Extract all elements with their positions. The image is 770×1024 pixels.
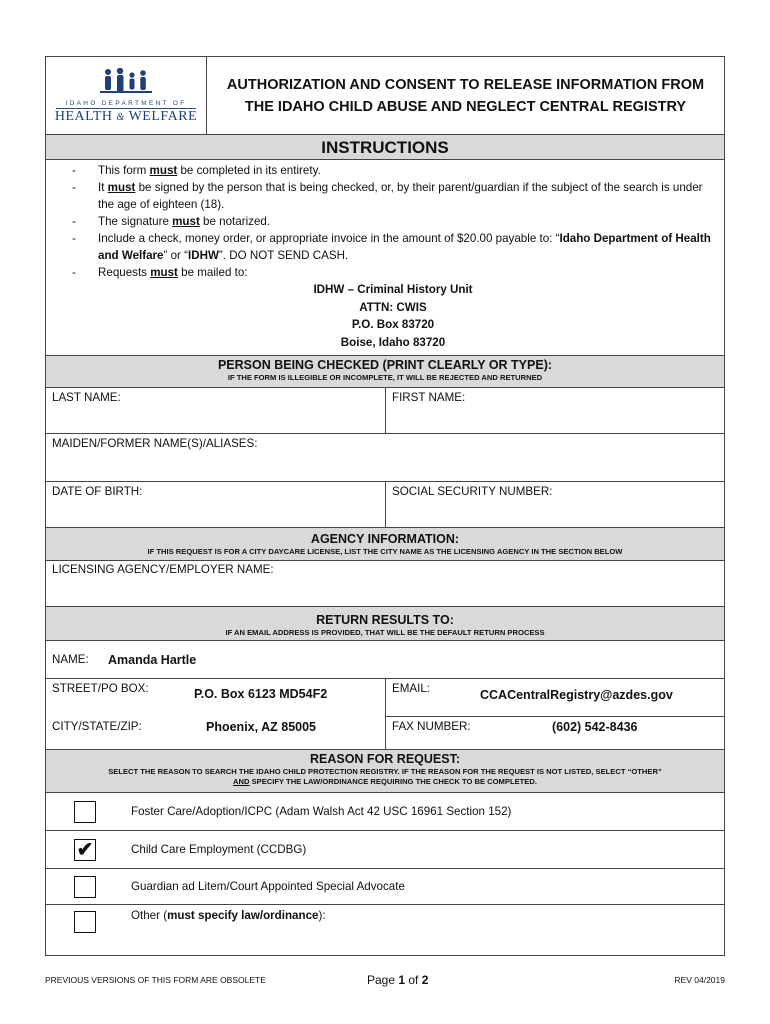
instruction-item [72, 213, 714, 230]
reason-option-guardian[interactable] [46, 869, 724, 905]
email-value: CCACentralRegistry@azdes.gov [480, 688, 673, 702]
authorization-form [45, 56, 725, 956]
reason-subheading-2 [46, 777, 724, 787]
ssn-field[interactable] [386, 482, 724, 527]
instruction-text: The signature [98, 215, 173, 228]
instruction-item [72, 179, 714, 213]
instruction-text: be notarized. [199, 215, 271, 228]
instruction-text: ”. DO NOT SEND CASH. [218, 249, 349, 262]
instruction-item [72, 230, 714, 264]
dob-label: DATE OF BIRTH: [52, 485, 143, 498]
agency-subheading: IF THIS REQUEST IS FOR A CITY DAYCARE LICENSE, LIST THE CITY NAME AS THE LICENSING AGENCY IN THE SECTION BELOW [147, 547, 623, 556]
instruction-payee-short: IDHW [188, 249, 219, 262]
person-heading: PERSON BEING CHECKED (PRINT CLEARLY OR TYPE): [217, 358, 553, 372]
instruction-must: must [150, 266, 178, 279]
other-label [131, 909, 326, 922]
reason-and: AND [233, 777, 250, 786]
idhw-logo [46, 57, 207, 134]
instruction-text: be mailed to: [177, 266, 248, 279]
address-line: IDHW – Criminal History Unit [313, 283, 473, 296]
street-field[interactable] [46, 679, 386, 717]
page-of: of [405, 973, 422, 987]
logo-amp: & [116, 111, 125, 123]
fax-label: FAX NUMBER: [392, 720, 471, 733]
checkbox-child-care[interactable]: ✔ [74, 839, 96, 861]
reason-option-label: Foster Care/Adoption/ICPC (Adam Walsh Act 42 USC 16961 Section 152) [131, 805, 512, 818]
last-name-label: LAST NAME: [52, 391, 121, 404]
logo-health: HEALTH [54, 108, 113, 124]
reason-option-label: Guardian ad Litem/Court Appointed Special Advocate [131, 880, 405, 893]
instruction-text: This form [98, 164, 150, 177]
reason-option-other[interactable] [46, 905, 724, 955]
checkbox-foster-care[interactable] [74, 801, 96, 823]
return-subheading: IF AN EMAIL ADDRESS IS PROVIDED, THAT WILL BE THE DEFAULT RETURN PROCESS [225, 628, 545, 637]
other-pre: Other ( [131, 909, 168, 922]
revision-date: REV 04/2019 [674, 975, 725, 985]
agency-heading: AGENCY INFORMATION: [310, 532, 460, 546]
person-section-heading [46, 356, 724, 388]
name-row [46, 388, 724, 434]
page-total: 2 [421, 973, 429, 987]
return-name-label: NAME: [52, 653, 89, 666]
page-current: 1 [398, 973, 406, 987]
first-name-field[interactable] [386, 388, 724, 433]
city-field[interactable] [46, 717, 386, 749]
reason-option-foster-care[interactable] [46, 793, 724, 831]
obsolete-notice: PREVIOUS VERSIONS OF THIS FORM ARE OBSOLETE [45, 975, 266, 985]
instruction-text: Include a check, money order, or appropriate invoice in the amount of $20.00 payable to: “ [98, 232, 560, 245]
page-number [367, 973, 428, 987]
other-bold: must specify law/ordinance [167, 909, 319, 922]
city-value: Phoenix, AZ 85005 [206, 720, 316, 734]
employer-name-field[interactable] [46, 561, 724, 607]
instruction-must: must [107, 181, 136, 194]
form-header [46, 57, 724, 135]
reason-heading: REASON FOR REQUEST: [309, 752, 460, 766]
address-line: ATTN: CWIS [359, 300, 427, 314]
logo-health-welfare [55, 109, 197, 125]
instruction-text: It [98, 181, 108, 194]
instruction-text: ” or “ [163, 249, 188, 262]
city-label: CITY/STATE/ZIP: [52, 720, 142, 733]
email-label: EMAIL: [392, 682, 431, 695]
instruction-item [72, 264, 714, 281]
instruction-text: Requests [98, 266, 151, 279]
return-name-value: Amanda Hartle [108, 653, 197, 667]
address-line: P.O. Box 83720 [351, 318, 435, 331]
other-post: ): [318, 909, 326, 922]
ssn-label: SOCIAL SECURITY NUMBER: [392, 485, 553, 498]
page-footer [45, 973, 725, 989]
reason-option-label: Child Care Employment (CCDBG) [131, 843, 307, 856]
logo-department-text: IDAHO DEPARTMENT OF [65, 99, 187, 107]
instruction-must: must [172, 215, 200, 228]
reason-subheading: SELECT THE REASON TO SEARCH THE IDAHO CHILD PROTECTION REGISTRY. IF THE REASON FOR THE REQUEST IS NOT LISTED, SELECT “OTHER” [108, 767, 662, 776]
instruction-text: be signed by the person that is being checked, or, by their parent/guardian if the subject of the search is under the age of eighteen (18). [98, 181, 703, 211]
instructions-list [46, 160, 724, 356]
street-label: STREET/PO BOX: [52, 682, 149, 695]
maiden-name-field[interactable] [46, 434, 724, 482]
person-subheading: IF THE FORM IS ILLEGIBLE OR INCOMPLETE, IT WILL BE REJECTED AND RETURNED [227, 373, 543, 382]
title-line-1: AUTHORIZATION AND CONSENT TO RELEASE INFORMATION FROM [226, 76, 705, 93]
street-value: P.O. Box 6123 MD54F2 [194, 687, 328, 701]
date-of-birth-field[interactable] [46, 482, 386, 527]
email-field[interactable] [386, 679, 724, 717]
instruction-payee: Idaho Department of Health and Welfare [98, 232, 711, 262]
fax-field[interactable] [386, 717, 724, 749]
reason-section-heading [46, 749, 724, 793]
last-name-field[interactable] [46, 388, 386, 433]
form-title [207, 57, 724, 134]
dob-ssn-row [46, 482, 724, 528]
page-word: Page [367, 973, 399, 987]
email-fax-column [386, 679, 724, 749]
checkbox-other[interactable] [74, 911, 96, 933]
address-line: Boise, Idaho 83720 [340, 335, 446, 349]
return-heading: RETURN RESULTS TO: [316, 613, 454, 627]
family-figures-icon [96, 67, 156, 97]
instruction-text: be completed in its entirety. [177, 164, 321, 177]
maiden-name-label: MAIDEN/FORMER NAME(S)/ALIASES: [52, 437, 258, 450]
street-city-column [46, 679, 386, 749]
return-name-field[interactable] [46, 641, 724, 679]
fax-value: (602) 542-8436 [552, 720, 638, 734]
instruction-must: must [149, 164, 178, 177]
checkbox-guardian[interactable] [74, 876, 96, 898]
reason-sub-rest: SPECIFY THE LAW/ORDINANCE REQUIRING THE CHECK TO BE COMPLETED. [249, 777, 537, 786]
reason-option-child-care[interactable] [46, 831, 724, 869]
address-email-fax-block [46, 679, 724, 749]
logo-welfare: WELFARE [128, 108, 198, 124]
agency-section-heading [46, 528, 724, 561]
first-name-label: FIRST NAME: [392, 391, 466, 404]
title-line-2: THE IDAHO CHILD ABUSE AND NEGLECT CENTRAL REGISTRY [244, 98, 687, 115]
mailing-address [72, 281, 714, 351]
instructions-heading: INSTRUCTIONS [46, 135, 724, 160]
employer-label: LICENSING AGENCY/EMPLOYER NAME: [52, 563, 274, 576]
instruction-item [72, 162, 714, 179]
return-section-heading [46, 607, 724, 641]
